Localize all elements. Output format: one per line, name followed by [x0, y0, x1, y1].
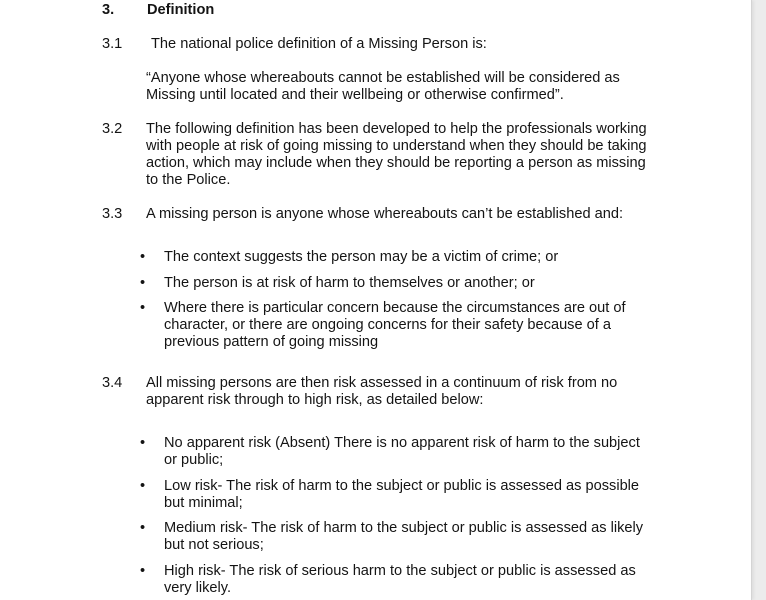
list-item: The context suggests the person may be a victim of crime; or — [164, 249, 559, 265]
list-item: The person is at risk of harm to themselves or another; or — [164, 275, 535, 291]
section-title: Definition — [147, 2, 215, 18]
section-number: 3. — [102, 2, 115, 18]
bullet-marker: • — [140, 249, 146, 265]
list-item: Medium risk- The risk of harm to the subject or public is assessed as likely but not serious; — [164, 520, 644, 553]
definition-quote: “Anyone whose whereabouts cannot be established will be considered as Missing until located and their wellbeing or otherwise confirmed”. — [146, 70, 620, 103]
clause-text-3-2: The following definition has been developed to help the professionals working with people at risk of going missing to understand when they should be taking action, which may include when they should be reporting a person as missing to the Police. — [146, 121, 647, 188]
clause-text-3-4: All missing persons are then risk assessed in a continuum of risk from no apparent risk through to high risk, as detailed below: — [146, 375, 618, 408]
list-item: No apparent risk (Absent) There is no apparent risk of harm to the subject or public; — [164, 435, 640, 468]
clause-number-3-1: 3.1 — [102, 36, 123, 52]
clause-number-3-3: 3.3 — [102, 206, 123, 222]
bullet-marker: • — [140, 435, 146, 451]
bullet-marker: • — [140, 520, 146, 536]
clause-number-3-4: 3.4 — [102, 375, 123, 391]
bullet-marker: • — [140, 563, 146, 579]
bullet-marker: • — [140, 478, 146, 494]
bullet-marker: • — [140, 275, 146, 291]
bullet-marker: • — [140, 300, 146, 316]
clause-text-3-1: The national police definition of a Missing Person is: — [151, 36, 487, 52]
list-item: Where there is particular concern because the circumstances are out of character, or there are ongoing concerns for their safety because of a previous pattern of going missing — [164, 300, 626, 350]
clause-number-3-2: 3.2 — [102, 121, 123, 137]
list-item: Low risk- The risk of harm to the subject or public is assessed as possible but minimal; — [164, 478, 640, 511]
clause-text-3-3: A missing person is anyone whose whereabouts can’t be established and: — [146, 206, 624, 222]
list-item: High risk- The risk of serious harm to the subject or public is assessed as very likely. — [164, 563, 636, 596]
